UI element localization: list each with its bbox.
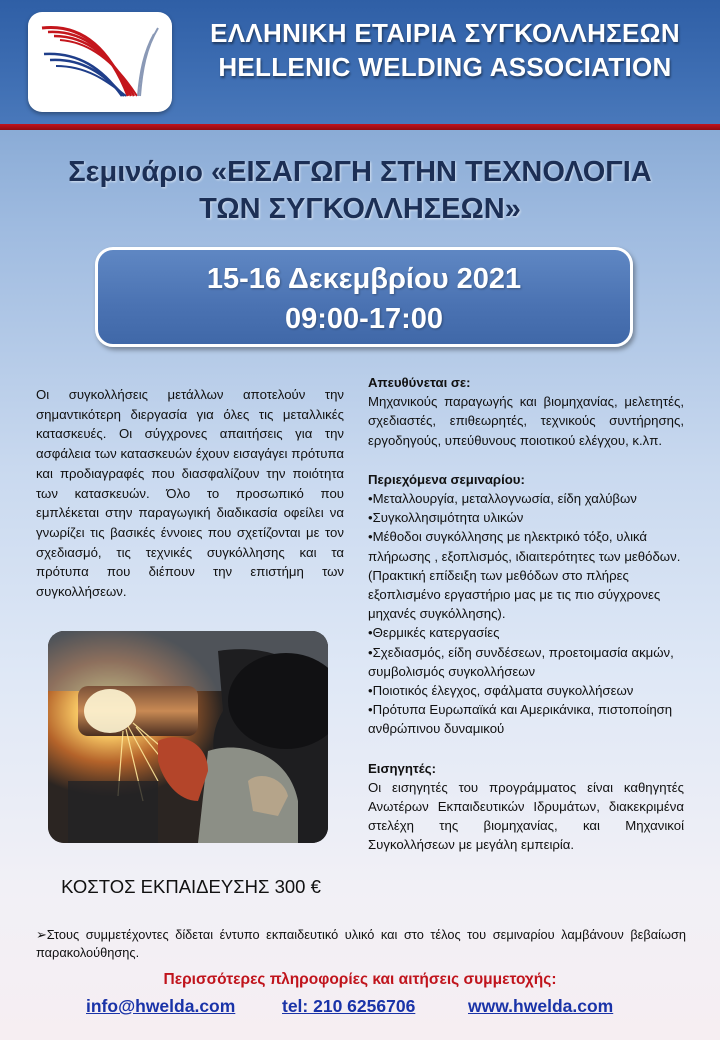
seminar-date: 15-16 Δεκεμβρίου 2021 [206,263,522,295]
contents-item: •Συγκολλησιμότητα υλικών [368,510,524,526]
contents-item: •Θερμικές κατεργασίες [368,625,500,641]
contents-item: •Σχεδιασμός, είδη συνδέσεων, προετοιμασία ακμών, συμβολισμός συγκολλήσεων [368,644,674,679]
more-info-heading: Περισσότερες πληροφορίες και αιτήσεις συμμετοχής: [163,971,557,988]
date-time-box [95,247,633,347]
materials-note: ➢Στους συμμετέχοντες δίδεται έντυπο εκπαιδευτικό υλικό και στο τέλος του σεμιναρίου λαμβάνουν βεβαίωση παρακολούθησης. [36,927,686,960]
seminar-title-line2: ΤΩΝ ΣΥΓΚΟΛΛΗΣΕΩΝ» [199,193,521,225]
intro-paragraph: Οι συγκολλήσεις μετάλλων αποτελούν την σημαντικότερη διεργασία για όλες τις μεταλλικές κατασκευές. Οι σύγχρονες απαιτήσεις για την ασφάλεια των κατασκευών έχουν εισαγάγει πρότυπα και προδιαγραφές που διασφαλίζουν την ποιότητα των κατασκευών. Όλο το προσωπικό που εμπλέκεται στην παραγωγική διαδικασία οφείλει να γνωρίζει τις βασικές έννοιες που σχετίζονται με τον σχεδιασμό, τις τεχνικές συγκόλλησης και τα πρότυπα που διέπουν την επιστήμη των συγκολλήσεων. [36,387,344,600]
contents-item: •Μέθοδοι συγκόλλησης με ηλεκτρικό τόξο, υλικά πλήρωσης , εξοπλισμός, ιδιαιτερότητες των μεθόδων. (Πρακτική επίδειξη των μεθόδων στο πλήρες εξοπλισμένο εργαστήριο μας με τις πιο σύγχρονες μηχανές συγκόλλησης). [368,529,681,622]
hwa-logo-icon [28,12,172,112]
training-cost: ΚΟΣΤΟΣ ΕΚΠΑΙΔΕΥΣΗΣ 300 € [61,876,321,897]
audience-heading: Απευθύνεται σε: [368,375,471,390]
seminar-title [20,154,700,228]
contents-item: •Ποιοτικός έλεγχος, σφάλματα συγκολλήσεων [368,683,634,699]
org-name-greek: ΕΛΛΗΝΙΚΗ ΕΤΑΙΡΙΑ ΣΥΓΚΟΛΛΗΣΕΩΝ [210,18,680,48]
speakers-text: Οι εισηγητές του προγράμματος είναι καθηγητές Ανωτέρων Εκπαιδευτικών Ιδρυμάτων, διακεκριμένα στελέχη της βιομηχανίας, και Μηχανικοί Συγκολλήσεων με μεγάλη εμπειρία. [368,779,684,853]
org-name-english: HELLENIC WELDING ASSOCIATION [218,52,672,82]
contents-item: •Μεταλλουργία, μεταλλογνωσία, είδη χαλύβων [368,491,637,507]
email-link[interactable]: info@hwelda.com [86,996,236,1016]
details-column [368,373,684,855]
speakers-heading: Εισηγητές: [368,760,437,776]
welding-photo [48,631,328,843]
header-accent-line [0,124,720,130]
audience-text: Μηχανικούς παραγωγής και βιομηχανίας, μελετητές, σχεδιαστές, επιθεωρητές, τεχνικούς συντήρησης, εργοδηγούς, υπεύθυνους ποιοτικού ελέγχου, κ.λπ. [368,394,684,448]
contents-item: •Πρότυπα Ευρωπαϊκά και Αμερικάνικα, πιστοποίηση ανθρώπινου δυναμικού [368,702,673,737]
contents-heading: Περιεχόμενα σεμιναρίου: [368,471,525,487]
seminar-title-line1: Σεμινάριο «ΕΙΣΑΓΩΓΗ ΣΤΗΝ ΤΕΧΝΟΛΟΓΙΑ [68,156,652,188]
seminar-time: 09:00-17:00 [285,303,443,335]
phone-link[interactable]: tel: 210 6256706 [282,996,416,1016]
website-link[interactable]: www.hwelda.com [468,996,614,1016]
